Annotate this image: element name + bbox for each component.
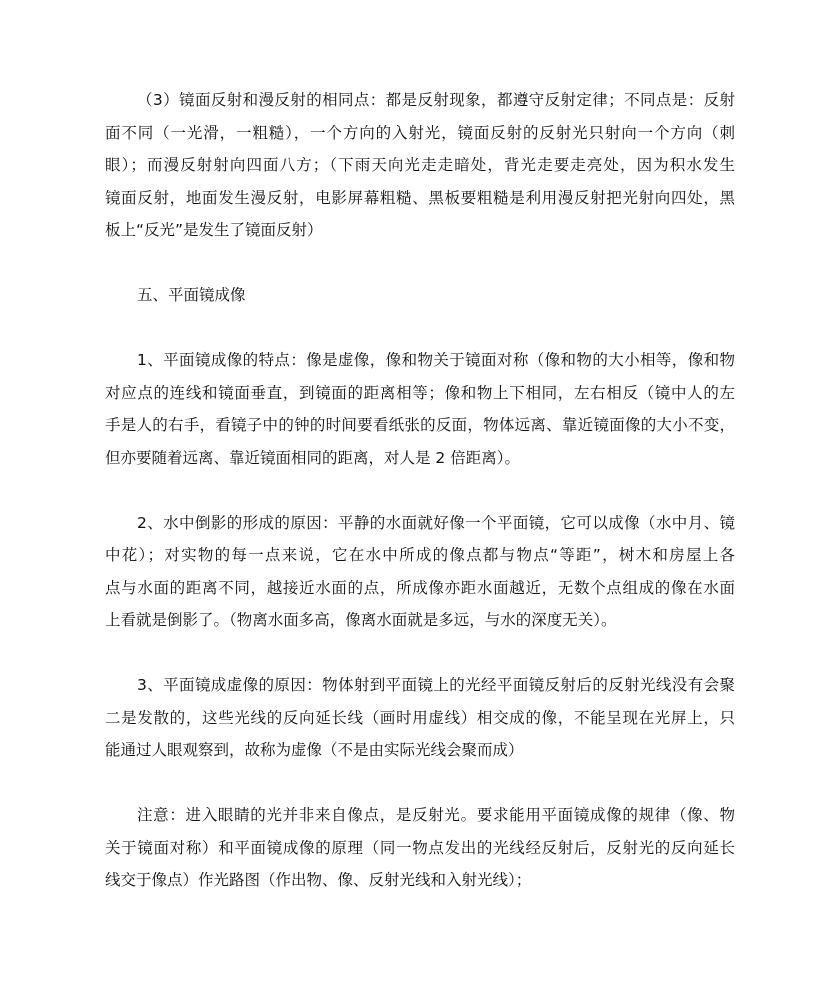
- text-line: 对应点的连线和镜面垂直，到镜面的距离相等；像和物上下相同，左右相反（镜中人的左: [105, 383, 735, 402]
- section-heading-plane-mirror: [105, 279, 735, 312]
- paragraph-reflection-comparison: [105, 84, 735, 247]
- text-line: 上看就是倒影了。（物离水面多高，像离水面就是多远，与水的深度无关）。: [105, 611, 617, 629]
- text-line: 镜面反射，地面发生漫反射，电影屏幕粗糙、黑板要粗糙是利用漫反射把光射向四处，黑: [105, 188, 735, 207]
- paragraph-virtual-image-cause: [105, 669, 735, 767]
- text-line: 点与水面的距离不同，越接近水面的点，所成像亦距水面越近，无数个点组成的像在水面: [105, 578, 735, 597]
- text-line: 2、水中倒影的形成的原因：平静的水面就好像一个平面镜，它可以成像（水中月、镜: [137, 513, 735, 532]
- text-line: （3）镜面反射和漫反射的相同点：都是反射现象，都遵守反射定律；不同点是：反射: [137, 91, 735, 109]
- text-line: 中花）；对实物的每一点来说，它在水中所成的像点都与物点“等距”，树木和房屋上各: [105, 546, 735, 564]
- text-line: 3、平面镜成虚像的原因：物体射到平面镜上的光经平面镜反射后的反射光线没有会聚: [137, 676, 735, 694]
- text-line: 但亦要随着远离、靠近镜面相同的距离，对人是 2 倍距离）。: [105, 448, 520, 467]
- paragraph-note: [105, 799, 735, 897]
- text-line: 1、平面镜成像的特点：像是虚像，像和物关于镜面对称（像和物的大小相等，像和物: [137, 351, 735, 369]
- text-line: 二是发散的，这些光线的反向延长线（画时用虚线）相交成的像，不能呈现在光屏上，只: [105, 708, 735, 727]
- text-line: 关于镜面对称）和平面镜成像的原理（同一物点发出的光线经反射后，反射光的反向延长: [105, 838, 735, 857]
- text-line: 面不同（一光滑，一粗糙），一个方向的入射光，镜面反射的反射光只射向一个方向（刺: [105, 123, 735, 142]
- paragraph-water-reflection: [105, 507, 735, 637]
- document-page: [105, 84, 735, 929]
- text-line: 能通过人眼观察到，故称为虚像（不是由实际光线会聚而成）: [105, 741, 524, 759]
- text-line: 板上“反光”是发生了镜面反射）: [105, 221, 323, 239]
- text-line: 手是人的右手，看镜子中的钟的时间要看纸张的反面，物体远离、靠近镜面像的大小不变，: [105, 416, 735, 434]
- text-line: 线交于像点）作光路图（作出物、像、反射光线和入射光线）；: [105, 871, 532, 889]
- paragraph-mirror-image-features: [105, 344, 735, 474]
- text-line: 五、平面镜成像: [137, 286, 246, 304]
- text-line: 眼）；而漫反射射向四面八方；（下雨天向光走走暗处，背光走要走亮处，因为积水发生: [105, 156, 735, 174]
- text-line: 注意：进入眼睛的光并非来自像点，是反射光。要求能用平面镜成像的规律（像、物: [137, 806, 735, 824]
